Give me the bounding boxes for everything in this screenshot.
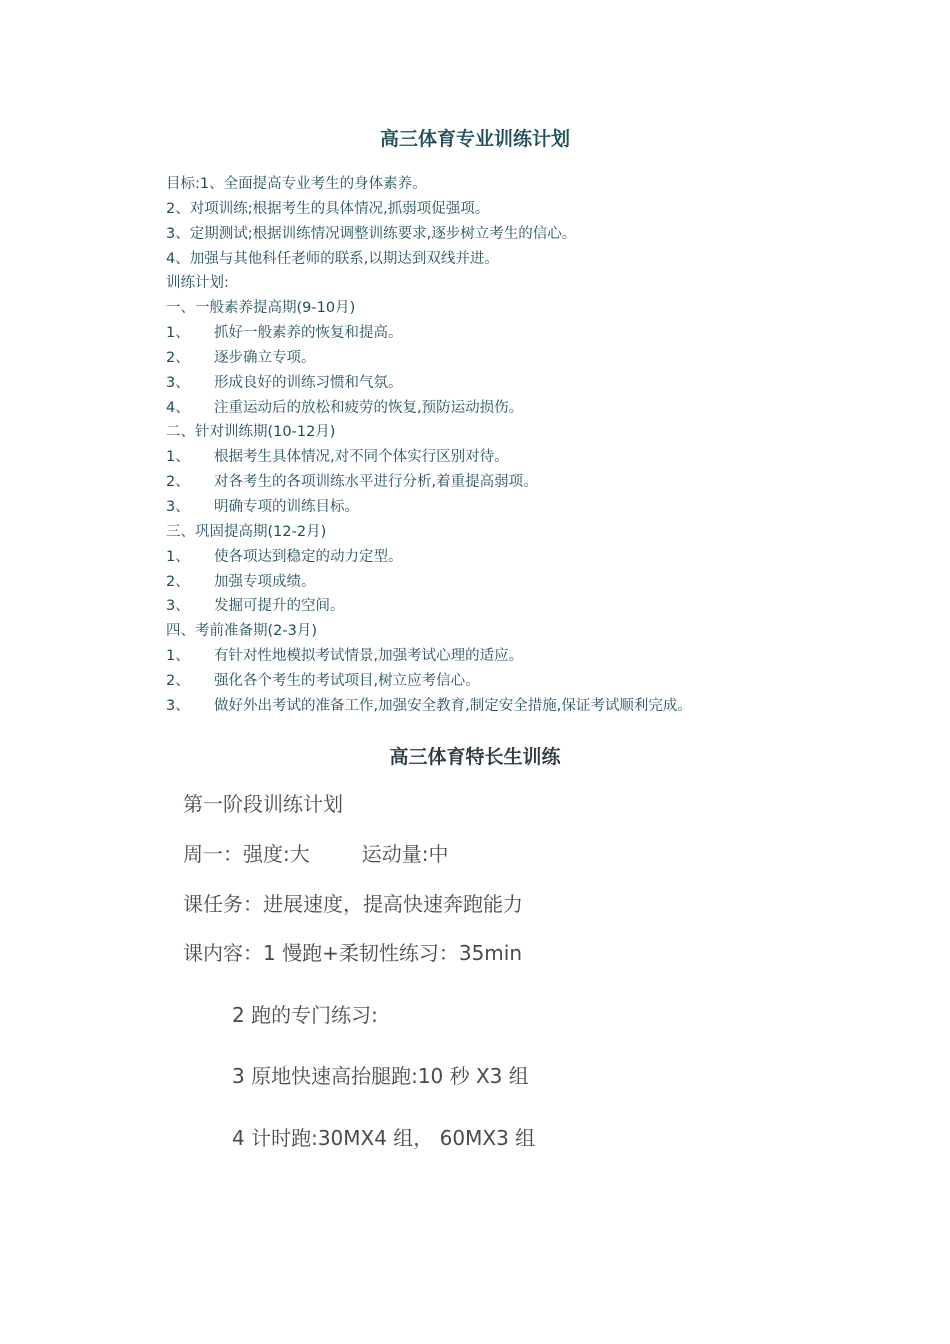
schedule-line xyxy=(183,838,449,867)
phase-heading: 一、一般素养提高期(9-10月) xyxy=(166,300,356,317)
content-item: 3 原地快速高抬腿跑:10 秒 X3 组 xyxy=(232,1064,529,1088)
item-number: 1、 xyxy=(166,648,190,665)
content-line: 课内容：1 慢跑+柔韧性练习：35min xyxy=(183,941,523,965)
training-plan xyxy=(166,172,886,719)
phase-item xyxy=(166,594,886,619)
item-text: 强化各个考生的考试项目,树立应考信心。 xyxy=(214,672,480,689)
item-text: 根据考生具体情况,对不同个体实行区别对待。 xyxy=(214,449,509,466)
goal-line: 4、加强与其他科任老师的联系,以期达到双线并进。 xyxy=(166,250,499,267)
item-number: 3、 xyxy=(166,598,190,615)
item-text: 有针对性地模拟考试情景,加强考试心理的适应。 xyxy=(214,648,524,665)
phase-item xyxy=(166,644,886,669)
item-number: 3、 xyxy=(166,697,190,714)
phase-item xyxy=(166,694,886,719)
item-number: 1、 xyxy=(166,548,190,565)
item-text: 对各考生的各项训练水平进行分析,着重提高弱项。 xyxy=(214,474,538,491)
phase-item xyxy=(166,495,886,520)
phase-heading: 三、巩固提高期(12-2月) xyxy=(166,523,327,540)
item-text: 做好外出考试的准备工作,加强安全教育,制定安全措施,保证考试顺利完成。 xyxy=(214,697,692,714)
content-item: 2 跑的专门练习: xyxy=(232,1003,378,1027)
item-number: 2、 xyxy=(166,474,190,491)
document-title: 高三体育专业训练计划 xyxy=(379,128,570,150)
item-number: 2、 xyxy=(166,672,190,689)
phase-heading: 二、针对训练期(10-12月) xyxy=(166,424,336,441)
task-line: 课任务：进展速度，提高快速奔跑能力 xyxy=(183,892,523,916)
item-text: 加强专项成绩。 xyxy=(214,573,316,590)
phase-item xyxy=(166,545,886,570)
item-number: 2、 xyxy=(166,349,190,366)
section-title: 高三体育特长生训练 xyxy=(389,746,561,768)
phase-heading: 四、考前准备期(2-3月) xyxy=(166,623,317,640)
volume-text: 运动量:中 xyxy=(361,842,449,866)
phase-item xyxy=(166,669,886,694)
item-number: 3、 xyxy=(166,498,190,515)
item-number: 3、 xyxy=(166,374,190,391)
phase-item xyxy=(166,570,886,595)
plan-label: 训练计划: xyxy=(166,275,229,292)
goal-line: 3、定期测试;根据训练情况调整训练要求,逐步树立考生的信心。 xyxy=(166,225,577,242)
item-number: 4、 xyxy=(166,399,190,416)
intensity-text: 周一：强度:大 xyxy=(183,842,310,866)
item-number: 1、 xyxy=(166,449,190,466)
item-text: 明确专项的训练目标。 xyxy=(214,498,359,515)
item-text: 发掘可提升的空间。 xyxy=(214,598,345,615)
phase-item xyxy=(166,445,886,470)
item-number: 1、 xyxy=(166,325,190,342)
phase-item xyxy=(166,396,886,421)
item-text: 逐步确立专项。 xyxy=(214,349,316,366)
item-text: 使各项达到稳定的动力定型。 xyxy=(214,548,403,565)
content-item: 4 计时跑:30MX4 组， 60MX3 组 xyxy=(232,1126,536,1150)
item-text: 形成良好的训练习惯和气氛。 xyxy=(214,374,403,391)
phase-item xyxy=(166,346,886,371)
phase-item xyxy=(166,371,886,396)
item-text: 抓好一般素养的恢复和提高。 xyxy=(214,325,403,342)
phase-item xyxy=(166,321,886,346)
goal-line: 2、对项训练;根据考生的具体情况,抓弱项促强项。 xyxy=(166,200,490,217)
phase-item xyxy=(166,470,886,495)
stage-heading: 第一阶段训练计划 xyxy=(183,792,343,816)
item-number: 2、 xyxy=(166,573,190,590)
goal-line: 目标:1、全面提高专业考生的身体素养。 xyxy=(166,176,427,192)
item-text: 注重运动后的放松和疲劳的恢复,预防运动损伤。 xyxy=(214,399,524,416)
